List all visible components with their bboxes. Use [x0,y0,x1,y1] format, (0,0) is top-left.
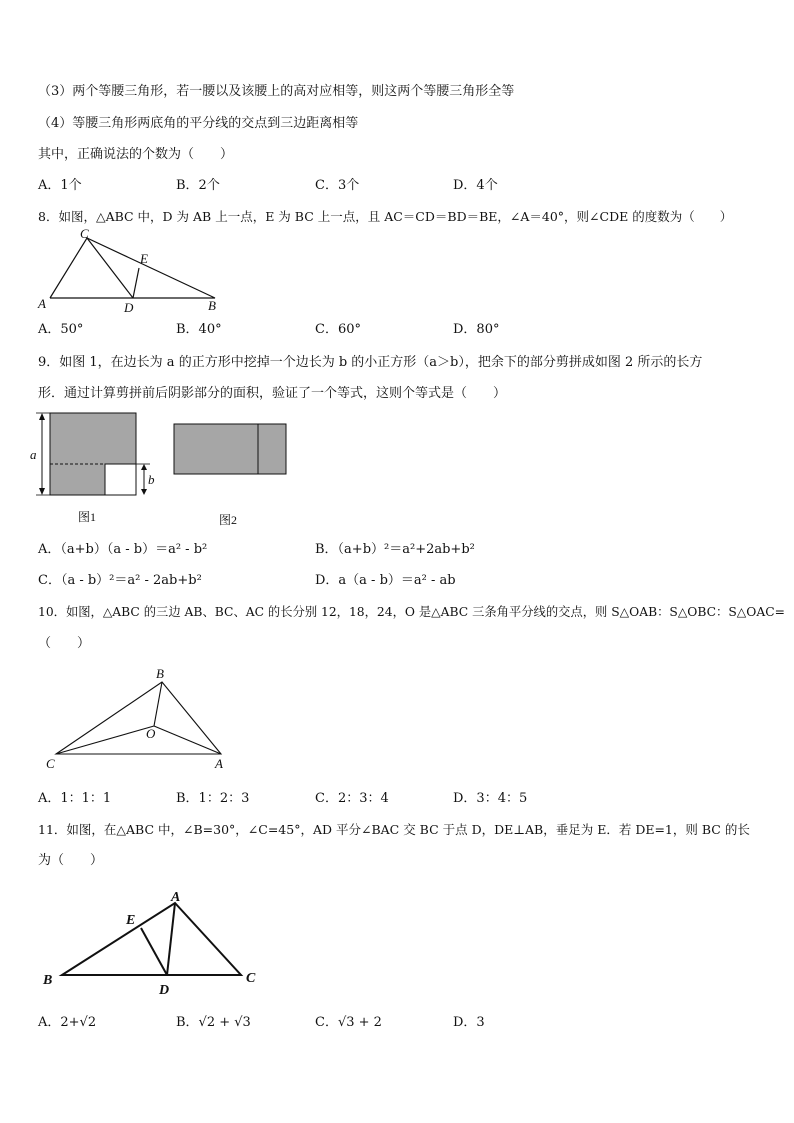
q11-triangle-figure [38,884,268,1000]
question-10-line2: （ ） [38,636,91,651]
q8-option-b[interactable]: B．40° [176,322,222,337]
q9-caption-2: 图2 [219,513,238,526]
q10-option-d[interactable]: D．3：4：5 [453,791,528,806]
q11-label-b: B [43,973,53,988]
q9-figure-1 [30,413,155,495]
q11-label-e: E [126,913,136,928]
q10-label-b: B [156,666,164,681]
q9-option-b[interactable]: B．（a+b）²＝a²+2ab+b² [315,542,475,557]
q9-option-a[interactable]: A．（a+b）（a - b）＝a² - b² [38,542,208,557]
q7-option-c[interactable]: C．3个 [315,178,360,193]
q7-option-b[interactable]: B．2个 [176,178,220,193]
question-11-line2: 为（ ） [38,853,104,868]
q9-caption-1: 图1 [78,510,97,524]
q9-option-d[interactable]: D．a（a - b）＝a² - ab [315,573,456,588]
q9-figures [30,408,300,526]
q11-label-d: D [159,983,170,998]
question-11-line1: 11．如图，在△ABC 中，∠B=30°，∠C=45°，AD 平分∠BAC 交 BC 于点 D，DE⊥AB，垂足为 E．若 DE=1，则 BC 的长 [38,822,750,837]
question-7-ask: 其中，正确说法的个数为（ ） [38,147,234,162]
statement-4: （4）等腰三角形两底角的平分线的交点到三边距离相等 [38,116,359,131]
q10-triangle-figure [38,664,238,774]
q8-triangle-figure [30,226,230,318]
question-8-text: 8．如图，△ABC 中，D 为 AB 上一点，E 为 BC 上一点，且 AC＝CD＝BD＝BE，∠A＝40°，则∠CDE 的度数为（ ） [38,209,733,224]
q10-label-o: O [146,726,156,741]
q10-option-a[interactable]: A．1：1：1 [38,791,112,806]
q8-label-e: E [140,251,148,266]
q11-option-b[interactable]: B．√2 + √3 [176,1015,251,1030]
q11-option-c[interactable]: C．√3 + 2 [315,1015,382,1030]
q8-option-c[interactable]: C．60° [315,322,361,337]
q10-label-a: A [215,756,223,771]
q10-option-c[interactable]: C．2：3：4 [315,791,389,806]
question-9-line1: 9．如图 1，在边长为 a 的正方形中挖掉一个边长为 b 的小正方形（a＞b），把余下的部分剪拼成如图 2 所示的长方 [38,355,703,370]
q7-option-a[interactable]: A．1个 [38,178,82,193]
question-10-line1: 10．如图，△ABC 的三边 AB、BC、AC 的长分别 12，18，24，O 是△ABC 三条角平分线的交点，则 S△OAB：S△OBC：S△OAC= [38,605,785,619]
q8-label-a: A [38,296,46,311]
q7-option-d[interactable]: D．4个 [453,178,498,193]
q8-label-b: B [208,298,216,313]
q11-label-c: C [246,971,256,986]
q8-option-d[interactable]: D．80° [453,322,500,337]
q10-option-b[interactable]: B．1：2：3 [176,791,250,806]
q10-label-c: C [46,756,55,771]
q11-option-d[interactable]: D．3 [453,1015,485,1030]
q11-label-a: A [171,890,181,905]
q9-label-a: a [30,447,37,462]
q11-option-a[interactable]: A．2+√2 [38,1015,97,1030]
q9-figure-2 [174,424,286,474]
q8-label-c: C [80,226,89,241]
q9-label-b: b [148,472,155,487]
q9-option-c[interactable]: C．（a - b）²＝a² - 2ab+b² [38,573,202,588]
q8-label-d: D [124,300,134,315]
question-9-line2: 形．通过计算剪拼前后阴影部分的面积，验证了一个等式，这则个等式是（ ） [38,386,507,401]
q8-option-a[interactable]: A．50° [38,322,84,337]
statement-3: （3）两个等腰三角形，若一腰以及该腰上的高对应相等，则这两个等腰三角形全等 [38,84,515,99]
